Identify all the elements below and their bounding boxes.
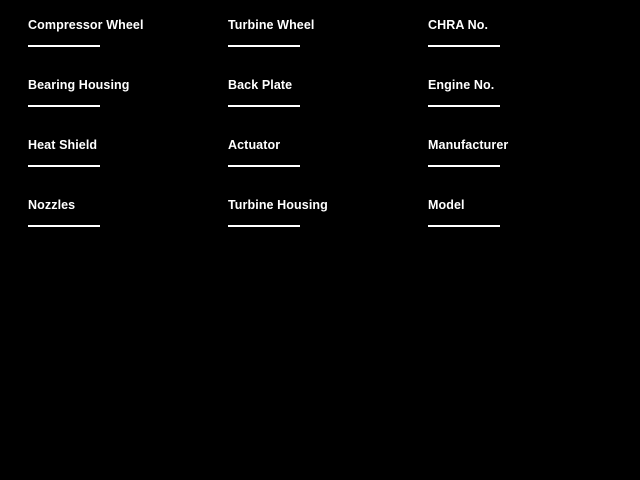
field-underline-actuator[interactable] — [228, 165, 300, 167]
field-nozzles[interactable] — [28, 198, 208, 227]
field-label-nozzles: Nozzles — [28, 198, 76, 212]
field-underline-nozzles[interactable] — [28, 225, 100, 227]
field-compressor-wheel[interactable] — [28, 18, 208, 47]
field-label-heat-shield: Heat Shield — [28, 138, 98, 152]
field-underline-back-plate[interactable] — [228, 105, 300, 107]
field-turbine-housing[interactable] — [228, 198, 408, 227]
field-back-plate[interactable] — [228, 78, 408, 107]
field-label-compressor-wheel: Compressor Wheel — [28, 18, 144, 32]
field-underline-chra-no[interactable] — [428, 45, 500, 47]
field-label-actuator: Actuator — [228, 138, 281, 152]
field-label-chra-no: CHRA No. — [428, 18, 489, 32]
field-underline-engine-no[interactable] — [428, 105, 500, 107]
field-underline-manufacturer[interactable] — [428, 165, 500, 167]
field-label-turbine-housing: Turbine Housing — [228, 198, 328, 212]
field-label-bearing-housing: Bearing Housing — [28, 78, 130, 92]
field-engine-no[interactable] — [428, 78, 608, 107]
field-label-engine-no: Engine No. — [428, 78, 495, 92]
field-underline-heat-shield[interactable] — [28, 165, 100, 167]
field-underline-bearing-housing[interactable] — [28, 105, 100, 107]
field-bearing-housing[interactable] — [28, 78, 208, 107]
field-turbine-wheel[interactable] — [228, 18, 408, 47]
field-model[interactable] — [428, 198, 608, 227]
field-chra-no[interactable] — [428, 18, 608, 47]
field-heat-shield[interactable] — [28, 138, 208, 167]
field-label-model: Model — [428, 198, 465, 212]
field-label-turbine-wheel: Turbine Wheel — [228, 18, 315, 32]
field-underline-model[interactable] — [428, 225, 500, 227]
field-underline-turbine-wheel[interactable] — [228, 45, 300, 47]
field-underline-compressor-wheel[interactable] — [28, 45, 100, 47]
field-underline-turbine-housing[interactable] — [228, 225, 300, 227]
field-actuator[interactable] — [228, 138, 408, 167]
field-manufacturer[interactable] — [428, 138, 608, 167]
field-label-back-plate: Back Plate — [228, 78, 293, 92]
field-label-manufacturer: Manufacturer — [428, 138, 509, 152]
